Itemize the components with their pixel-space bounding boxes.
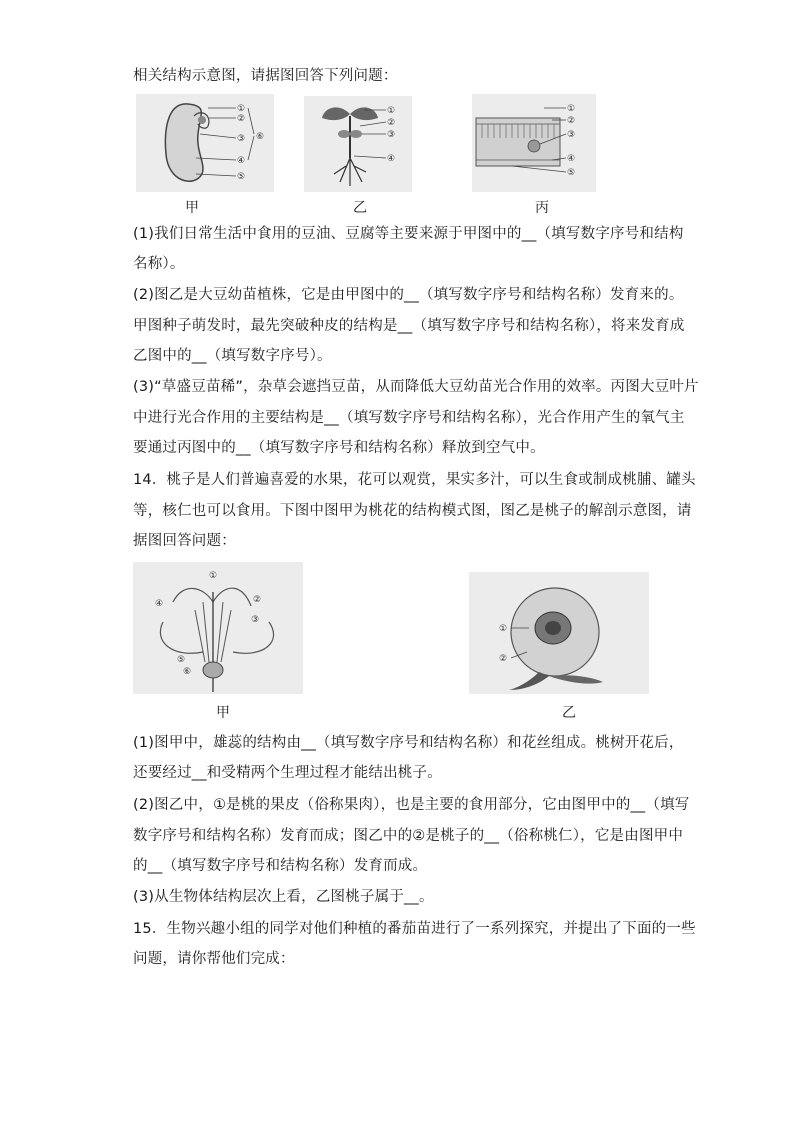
seed-label-6: ⑥ xyxy=(256,132,265,142)
flower-label-5: ⑤ xyxy=(177,655,186,665)
text-line: (1)我们日常生活中食用的豆油、豆腐等主要来源于甲图中的__（填写数字序号和结构 xyxy=(133,226,684,242)
text-line: 相关结构示意图，请据图回答下列问题： xyxy=(133,68,398,84)
text-line: 的__（填写数字序号和结构名称）发育而成。 xyxy=(133,858,428,874)
leaf-label-4: ④ xyxy=(567,154,576,164)
seed-label-4: ④ xyxy=(237,156,246,166)
text-line: (2)图乙中，①是桃的果皮（俗称果肉），也是主要的食用部分，它由图甲中的__（填写 xyxy=(133,797,690,813)
text-line: 还要经过__和受精两个生理过程才能结出桃子。 xyxy=(133,765,442,781)
figure-caption: 甲 xyxy=(216,705,230,721)
text-line: 数字序号和结构名称）发育而成；图乙中的②是桃子的__（俗称桃仁），它是由图甲中 xyxy=(133,828,684,844)
leaf-label-5: ⑤ xyxy=(567,168,576,178)
text-line: (2)图乙是大豆幼苗植株，它是由甲图中的__（填写数字序号和结构名称）发育来的。 xyxy=(133,287,684,303)
flower-label-3: ③ xyxy=(251,615,260,625)
leaf-label-3: ③ xyxy=(567,130,576,140)
seed-label-3: ③ xyxy=(237,134,246,144)
figure-leaf-section-bing xyxy=(472,94,596,192)
text-line: 据图回答问题： xyxy=(133,533,236,549)
text-line: 等，核仁也可以食用。下图中图甲为桃花的结构模式图，图乙是桃子的解剖示意图，请 xyxy=(133,503,692,519)
figure-caption: 乙 xyxy=(562,705,576,721)
peach-label-2: ② xyxy=(499,654,508,664)
text-line: 乙图中的__（填写数字序号）。 xyxy=(133,348,332,364)
flower-label-1: ① xyxy=(209,571,218,581)
flower-label-2: ② xyxy=(253,595,262,605)
figure-caption: 丙 xyxy=(535,200,549,216)
text-line: (1)图甲中，雄蕊的结构由__（填写数字序号和结构名称）和花丝组成。桃树开花后， xyxy=(133,735,684,751)
text-line: 中进行光合作用的主要结构是__（填写数字序号和结构名称），光合作用产生的氧气主 xyxy=(133,410,685,426)
text-line: (3)从生物体结构层次上看，乙图桃子属于__。 xyxy=(133,889,434,905)
seedling-label-2: ② xyxy=(387,118,396,128)
seed-label-5: ⑤ xyxy=(237,172,246,182)
text-line: 甲图种子萌发时，最先突破种皮的结构是__（填写数字序号和结构名称），将来发育成 xyxy=(133,318,685,334)
text-line: 要通过丙图中的__（填写数字序号和结构名称）释放到空气中。 xyxy=(133,440,545,456)
peach-label-1: ① xyxy=(499,624,508,634)
seedling-label-3: ③ xyxy=(387,130,396,140)
figure-peach-yi xyxy=(469,572,649,694)
text-line: (3)“草盛豆苗稀”，杂草会遮挡豆苗，从而降低大豆幼苗光合作用的效率。丙图大豆叶片 xyxy=(133,379,699,395)
seed-label-1: ① xyxy=(237,104,246,114)
figure-caption: 甲 xyxy=(185,200,199,216)
seedling-label-4: ④ xyxy=(387,154,396,164)
leaf-label-2: ② xyxy=(567,116,576,126)
figure-seedling-yi xyxy=(304,96,412,192)
figure-flower-jia xyxy=(133,562,303,694)
figure-caption: 乙 xyxy=(353,200,367,216)
seedling-label-1: ① xyxy=(387,106,396,116)
text-line: 14．桃子是人们普遍喜爱的水果，花可以观赏，果实多汁，可以生食或制成桃脯、罐头 xyxy=(133,472,696,488)
text-line: 问题，请你帮他们完成： xyxy=(133,951,295,967)
text-line: 名称）。 xyxy=(133,256,185,272)
seed-label-2: ② xyxy=(237,114,246,124)
figure-seed-jia xyxy=(136,94,274,192)
text-line: 15．生物兴趣小组的同学对他们种植的番茄苗进行了一系列探究，并提出了下面的一些 xyxy=(133,921,696,937)
flower-label-4: ④ xyxy=(155,599,164,609)
flower-label-6: ⑥ xyxy=(183,667,192,677)
leaf-label-1: ① xyxy=(567,104,576,114)
